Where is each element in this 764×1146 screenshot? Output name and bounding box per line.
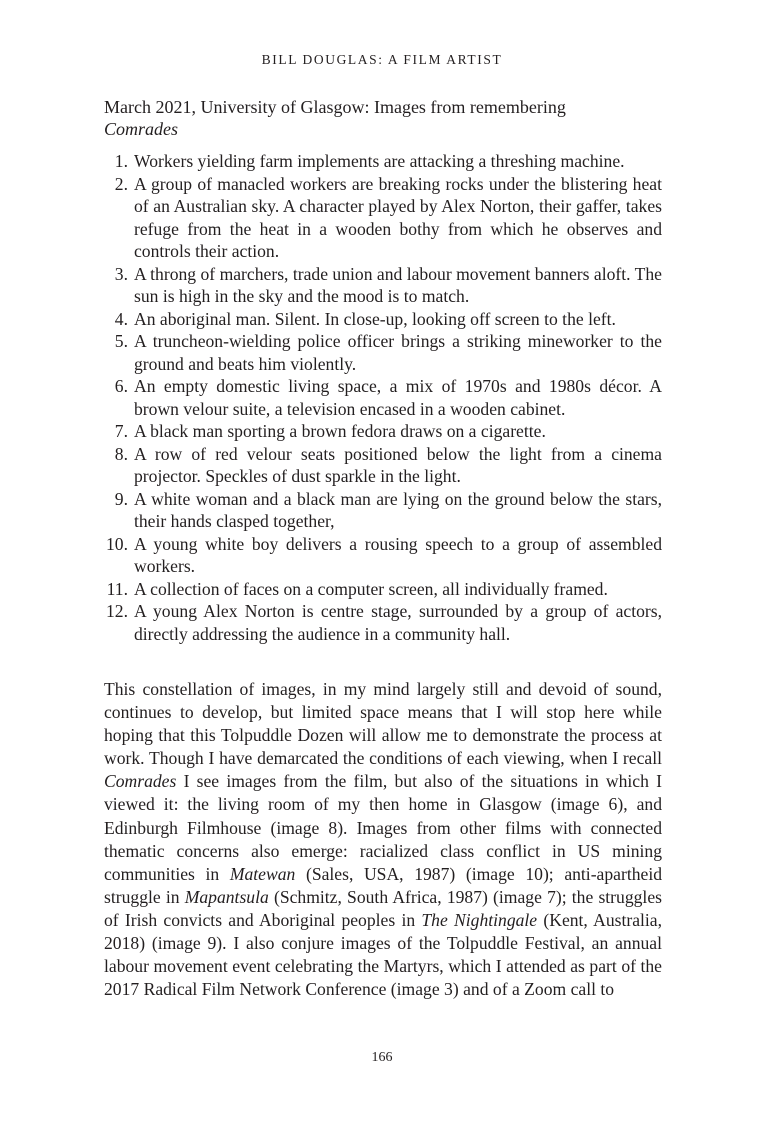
running-head: BILL DOUGLAS: A FILM ARTIST [261, 52, 503, 67]
paragraph-text: (Schmitz, South Africa, 1987) (image 7); the struggles of Irish convicts and Aboriginal peoples in [104, 886, 662, 930]
list-text: An empty domestic living space, a mix of 1970s and 1980s décor. A brown velour suite, a television encased in a wooden cabinet. [134, 376, 662, 419]
list-text: A group of manacled workers are breaking rocks under the blistering heat of an Australian sky. A character played by Alex Norton, their gaffer, takes refuge from the heat in a wooden bothy from which he observes and controls their action. [134, 173, 662, 261]
list-number: 1. [114, 151, 128, 171]
film-title: The Nightingale [421, 909, 538, 930]
paragraph-text: I see images from the film, but also of the situations in which I viewed it: the living room of my then home in Glasgow (image 6), and Edinburgh Filmhouse (image 8). Images from other films with connected thematic concerns also emerge: racialized class conflict in US mining communities in [104, 771, 662, 884]
list-item [104, 443, 662, 488]
list-item [104, 330, 662, 375]
list-item [104, 600, 662, 645]
section-heading-line: March 2021, University of Glasgow: Images from remembering [104, 97, 566, 117]
list-text: A truncheon-wielding police officer brings a striking mineworker to the ground and beats him violently. [134, 331, 662, 374]
paragraph-text: (Kent, Australia, 2018) (image 9). I also conjure images of the Tolpuddle Festival, an annual labour movement event celebrating the Martyrs, which I attended as part of the 2017 Radical Film Network Conference (image 3) and of a Zoom call to [104, 909, 663, 1000]
list-item [104, 420, 662, 443]
list-number: 12. [106, 601, 128, 621]
film-title: Matewan [229, 863, 296, 884]
list-text: An aboriginal man. Silent. In close-up, looking off screen to the left. [134, 308, 616, 329]
list-number: 8. [114, 443, 128, 464]
list-item [104, 308, 662, 331]
list-number: 10. [106, 533, 128, 554]
list-number: 7. [114, 421, 128, 441]
paragraph-text: This constellation of images, in my mind largely still and devoid of sound, continues to develop, but limited space means that I will stop here while hoping that this Tolpuddle Dozen will allow me to demonstrate the process at work. Though I have demarcated the conditions of each viewing, when I recall [104, 679, 662, 769]
list-text: A row of red velour seats positioned below the light from a cinema projector. Speckles of dust sparkle in the light. [134, 443, 662, 486]
body-paragraph [104, 678, 662, 1001]
list-text: A white woman and a black man are lying on the ground below the stars, their hands clasped together, [134, 488, 662, 531]
list-number: 4. [114, 308, 128, 329]
list-item [104, 578, 662, 601]
film-title: Mapantsula [184, 886, 269, 907]
list-item [104, 173, 662, 263]
list-number: 9. [114, 488, 128, 509]
section-heading [104, 96, 664, 140]
list-item [104, 375, 662, 420]
list-number: 6. [114, 376, 128, 396]
paragraph-text: (Sales, USA, 1987) (image 10); anti-apartheid struggle in [104, 863, 663, 907]
list-number: 2. [114, 173, 128, 194]
list-text: A black man sporting a brown fedora draws on a cigarette. [134, 421, 546, 441]
page-number: 166 [371, 1050, 393, 1065]
list-text: A collection of faces on a computer screen, all individually framed. [134, 578, 608, 599]
section-heading-title: Comrades [104, 119, 179, 139]
image-list [104, 150, 662, 645]
list-item [104, 150, 662, 173]
list-number: 3. [114, 263, 128, 284]
list-item [104, 263, 662, 308]
film-title: Comrades [104, 771, 177, 792]
list-text: Workers yielding farm implements are attacking a threshing machine. [134, 151, 625, 171]
list-item [104, 533, 662, 578]
list-text: A young white boy delivers a rousing speech to a group of assembled workers. [134, 533, 662, 576]
list-text: A throng of marchers, trade union and labour movement banners aloft. The sun is high in the sky and the mood is to match. [134, 263, 662, 306]
list-number: 5. [114, 331, 128, 351]
list-number: 11. [106, 578, 128, 599]
list-item [104, 488, 662, 533]
list-text: A young Alex Norton is centre stage, surrounded by a group of actors, directly addressing the audience in a community hall. [134, 601, 662, 644]
